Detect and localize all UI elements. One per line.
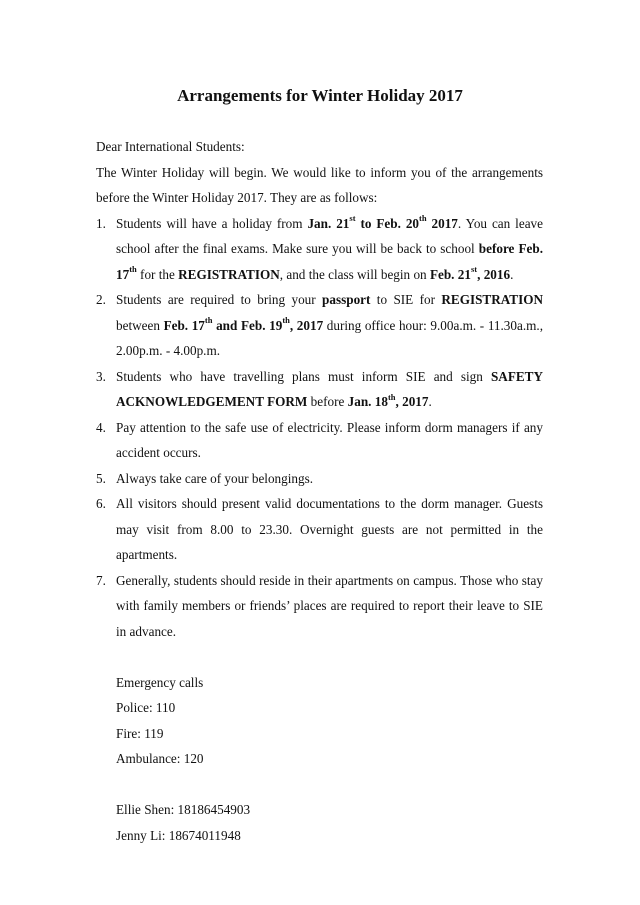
item-number: 4. xyxy=(96,419,106,435)
class-start-date: Feb. 21st, 2016 xyxy=(429,264,511,282)
greeting: Dear International Students: xyxy=(96,139,245,154)
item-number: 3. xyxy=(96,368,106,384)
contact-jenny: Jenny Li: 18674011948 xyxy=(116,827,241,843)
return-deadline: before Feb. 17th xyxy=(116,241,543,282)
item-number: 5. xyxy=(96,470,106,486)
emergency-heading: Emergency calls xyxy=(116,674,204,690)
list-item: 4. Pay attention to the safe use of electricity. Please inform dorm managers if any accident occurs. xyxy=(96,415,543,466)
document-body xyxy=(96,134,543,848)
arrangements-list xyxy=(96,211,543,645)
item-number: 7. xyxy=(96,572,106,588)
list-item: 3. Students who have travelling plans must inform SIE and sign SAFETY ACKNOWLEDGEMENT FORM before Jan. 18th, 2017. xyxy=(96,364,543,415)
item-number: 1. xyxy=(96,215,106,231)
registration-dates: Feb. 17th and Feb. 19th, 2017 xyxy=(163,315,324,333)
list-item: 1. Students will have a holiday from Jan. 21st to Feb. 20th 2017. You can leave school after the final exams. Make sure you will be back to school before Feb. 17th for the REGISTRATION, and the class will begin on Feb. 21st, 2016. xyxy=(96,211,543,288)
contact-ellie: Ellie Shen: 18186454903 xyxy=(116,802,251,817)
document-title: Arrangements for Winter Holiday 2017 xyxy=(177,86,463,105)
list-item: 7. Generally, students should reside in their apartments on campus. Those who stay with family members or friends’ places are required to report their leave to SIE in advance. xyxy=(96,568,543,645)
list-item: 2. Students are required to bring your passport to SIE for REGISTRATION between Feb. 17th and Feb. 19th, 2017 during office hour: 9.00a.m. - 11.30a.m., 2.00p.m. - 4.00p.m. xyxy=(96,287,543,364)
spacer xyxy=(116,772,543,798)
safety-form-deadline: Jan. 18th, 2017 xyxy=(347,391,429,409)
list-item: 6. All visitors should present valid documentations to the dorm manager. Guests may visit from 8.00 to 23.30. Overnight guests are not permitted in the apartments. xyxy=(96,491,543,568)
item-number: 6. xyxy=(96,496,106,511)
holiday-dates: Jan. 21st to Feb. 20th 2017 xyxy=(307,213,458,231)
intro-paragraph: The Winter Holiday will begin. We would like to inform you of the arrangements before the Winter Holiday 2017. They are as follows: xyxy=(96,164,543,205)
fire-number: Fire: 119 xyxy=(116,725,164,741)
ambulance-number: Ambulance: 120 xyxy=(116,751,204,766)
police-number: Police: 110 xyxy=(116,700,176,715)
emergency-contacts xyxy=(96,670,543,849)
list-item: 5. Always take care of your belongings. xyxy=(96,466,543,492)
item-number: 2. xyxy=(96,292,106,307)
